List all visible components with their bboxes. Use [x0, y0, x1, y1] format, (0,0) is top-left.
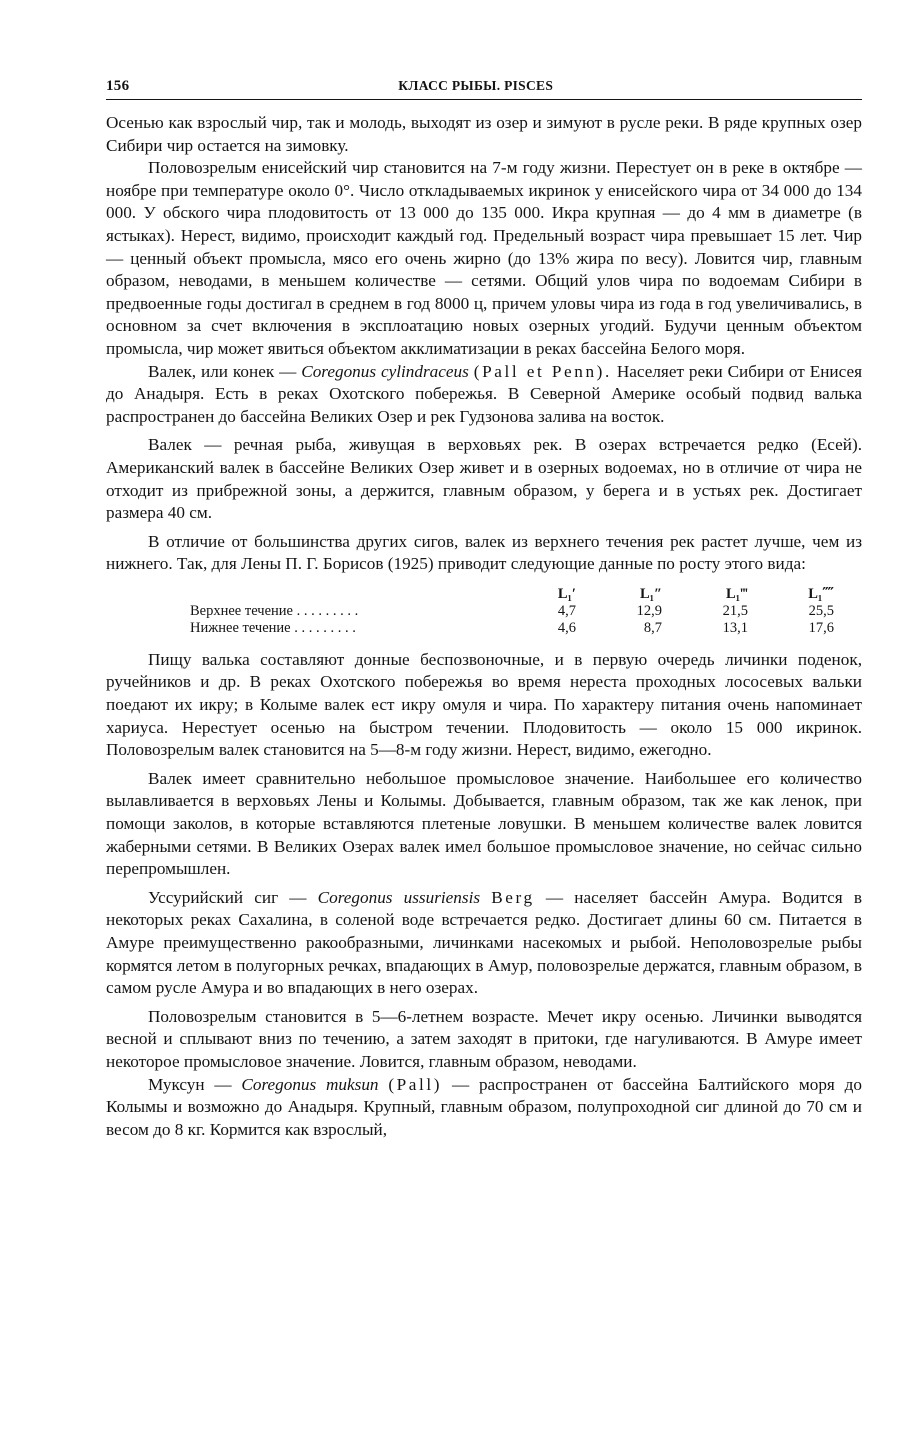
- column-header: L₁″: [639, 585, 662, 602]
- species-latin-name: Coregonus ussuriensis: [317, 887, 481, 907]
- paragraph-6: Пищу валька составляют донные беспозвоночные, и в первую очередь личинки поденок, ручейников и др. В реках Охотского побережья во время нереста проходных лососевых вальки поедают их икру; в Колыме валек ест икру омуля и чира. По характеру питания очень напоминает хариуса. Нерестует осенью на быстром течении. Плодовитость — около 15 000 икринок. Половозрелым валек становится на 5—8-м году жизни. Нерест, видимо, ежегодно.: [106, 649, 862, 760]
- table-cell: 4,7: [557, 602, 576, 619]
- table-cell: 25,5: [808, 602, 834, 619]
- table-row: [190, 620, 834, 637]
- table-cell: 21,5: [722, 602, 748, 619]
- paragraph-3-body: Населяет реки Сибири от Енисея до Анадыря. Есть в реках Охотского побережья. В Северной Америке особый подвид валька распространен до бассейна Великих Озер и рек Гудзонова залива на восток.: [106, 361, 863, 426]
- paragraph-8-lead: Уссурийский сиг —: [148, 887, 318, 907]
- paragraph-9: Половозрелым становится в 5—6-летнем возрасте. Мечет икру осенью. Личинки выводятся весной и сплывают вниз по течению, а затем заходят в притоки, где нагуливаются. В Амуре имеет некоторое промысловое значение. Ловится, главным образом, неводами.: [106, 1006, 862, 1071]
- paragraph-8-body: — населяет бассейн Амура. Водится в некоторых реках Сахалина, в соленой воде встречается редко. Достигает длины 60 см. Питается в Амуре преимущественно ракообразными, личинками насекомых и рыбой. Неполовозрелые рыбы кормятся летом в полугорных речках, впадающих в Амур, половозрелые держатся, главным образом, в самом русле Амура и во впадающих в него озерах.: [106, 887, 862, 998]
- column-header: L₁‴: [725, 585, 748, 602]
- paragraph-4: Валек — речная рыба, живущая в верховьях рек. В озерах встречается редко (Есей). Американский валек в бассейне Великих Озер живет и в озерных водоемах, но в отличие от чира не отходит из прибрежной зоны, а держится, главным образом, у берега и в устьях рек. Достигает размера 40 см.: [106, 435, 862, 523]
- column-header: L₁′: [557, 585, 576, 602]
- row-label: Нижнее течение . . . . . . . . .: [190, 619, 356, 636]
- table-cell: 17,6: [808, 619, 834, 636]
- paragraph-8: [106, 887, 862, 1000]
- paragraph-10-lead: Муксун —: [148, 1074, 242, 1094]
- growth-table-header: [190, 586, 834, 603]
- paragraph-1: Осенью как взрослый чир, так и молодь, выходят из озер и зимуют в русле реки. В ряде крупных озер Сибири чир остается на зимовку.: [106, 113, 862, 155]
- paragraph-7: Валек имеет сравнительно небольшое промысловое значение. Наибольшее его количество вылавливается в верховьях Лены и Колымы. Добывается, главным образом, так же как ленок, при помощи заколов, в которые вставляются плетеные ловушки. В меньшем количестве валек ловится жаберными сетями. В Великих Озерах валек имел большое промысловое значение, но сейчас сильно перепромышлен.: [106, 768, 862, 879]
- table-cell: 13,1: [722, 619, 748, 636]
- paragraph-10-body: — распространен от бассейна Балтийского моря до Колымы и возможно до Анадыря. Крупный, главным образом, полупроходной сиг длиной до 70 см и весом до 8 кг. Кормится как взрослый,: [106, 1074, 862, 1139]
- page-number: 156: [106, 78, 130, 94]
- table-cell: 8,7: [643, 619, 662, 636]
- paragraph-3-lead: Валек, или конек —: [148, 361, 302, 381]
- paragraph-10: [106, 1074, 862, 1142]
- page-header: [106, 78, 862, 100]
- species-latin-name: Coregonus cylindraceus: [301, 361, 469, 381]
- row-label: Верхнее течение . . . . . . . . .: [190, 602, 359, 619]
- growth-table: [190, 586, 834, 637]
- column-header: L₁⁗: [808, 585, 834, 602]
- species-author: Berg: [491, 887, 535, 907]
- species-author: (Pall): [388, 1074, 443, 1094]
- table-row: [190, 603, 834, 620]
- paragraph-2: Половозрелым енисейский чир становится на 7-м году жизни. Перестует он в реке в октябре — ноябре при температуре около 0°. Число откладываемых икринок у енисейского чира от 34 000 до 134 000. У обского чира плодовитость от 13 000 до 135 000. Икра крупная — до 4 мм в диаметре (в ястыках). Нерест, видимо, происходит каждый год. Предельный возраст чира превышает 15 лет. Чир — ценный объект промысла, мясо его очень жирно (до 13% жира по весу). Ловится чир, главным образом, неводами, в меньшем количестве — сетями. Общий улов чира по водоемам Сибири в предвоенные годы достигал в среднем в год 8000 ц, причем уловы чира из года в год увеличивались, в основном за счет включения в эксплоатацию новых озерных угодий. Будучи ценным объектом промысла, чир может явиться объектом акклиматизации в реках бассейна Белого моря.: [106, 158, 862, 358]
- table-cell: 4,6: [557, 619, 576, 636]
- paragraph-5: В отличие от большинства других сигов, валек из верхнего течения рек растет лучше, чем из нижнего. Так, для Лены П. Г. Борисов (1925) приводит следующие данные по росту этого вида:: [106, 531, 862, 574]
- table-cell: 12,9: [636, 602, 662, 619]
- running-title: КЛАСС РЫБЫ. PISCES: [398, 78, 554, 93]
- book-page: [106, 78, 862, 1141]
- paragraph-3: [106, 361, 862, 429]
- species-author: (Pall et Penn).: [473, 361, 612, 381]
- species-latin-name: Coregonus muksun: [241, 1074, 379, 1094]
